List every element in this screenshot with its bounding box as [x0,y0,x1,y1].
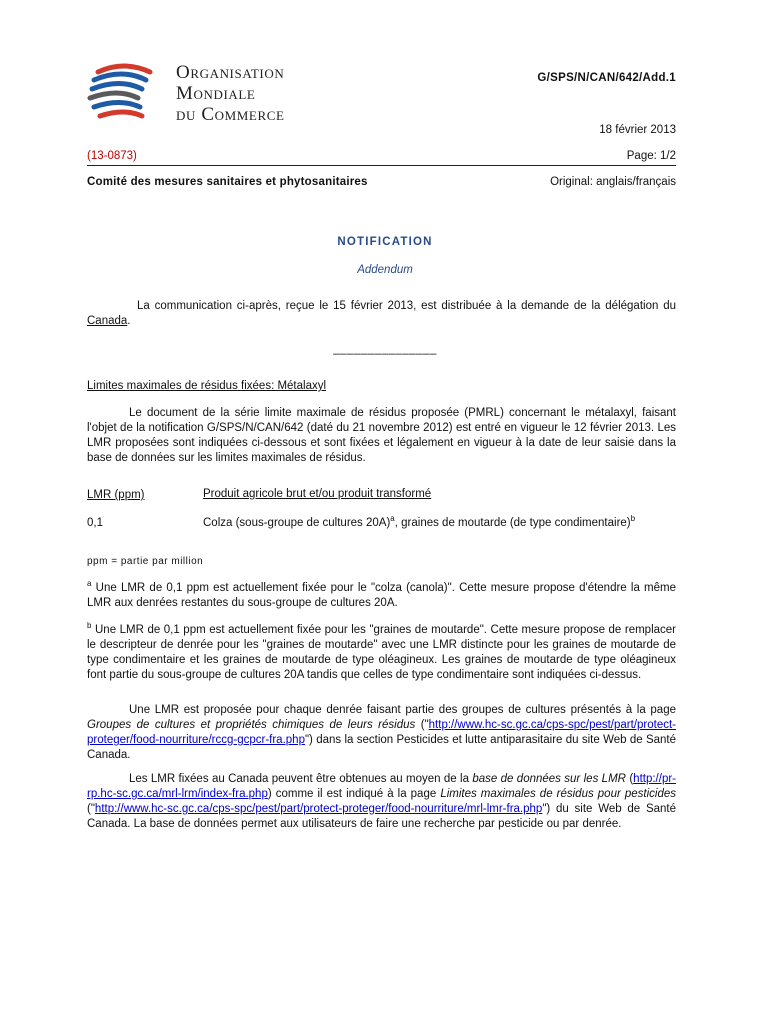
mrl-pesticides-link[interactable]: http://www.hc-sc.gc.ca/cps-spc/pest/part/protect-proteger/food-nourriture/mrl-lmr-fra.php [94,803,543,815]
intro-paragraph [87,299,676,329]
org-line-2: Mondiale [176,83,256,104]
intro-country: Canada [87,315,128,327]
mrl-database-link[interactable]: http://pr-rp.hc-sc.gc.ca/mrl-lrm/index-fra.php [87,773,676,800]
organisation-name [176,62,285,125]
p2-text-2: (" [415,719,429,731]
committee-name: Comité des mesures sanitaires et phytosanitaires [87,176,368,188]
footnote-a-marker: a [87,579,92,589]
footnote-a [87,581,676,611]
footnote-b-text: Une LMR de 0,1 ppm est actuellement fixée pour les "graines de moutarde". Cette mesure propose de remplacer le descripteur de denrée pour les "graines de moutarde" avec une LMR distincte pour les graines de moutarde de type condimentaire et les graines de moutarde de type oléagineux. Les graines de moutarde de type oléagineux font partie du sous-groupe de cultures 20A tandis que celles de type condimentaire sont indiquées ci-dessus. [87,624,676,681]
wto-logo-icon [84,58,164,128]
p3-text-2: ( [625,773,634,785]
table-cell-lmr: 0,1 [87,517,103,529]
org-line-3: du Commerce [176,104,285,125]
separator-line: _______________ [333,343,437,355]
p2-text-1: Une LMR est proposée pour chaque denrée faisant partie des groupes de cultures présentés à la page [129,704,676,716]
intro-end: . [127,315,131,327]
addendum-title: Addendum [357,264,413,276]
p3-italic-1: base de données sur les LMR [472,773,626,785]
header-rule [87,165,676,166]
document-symbol: G/SPS/N/CAN/642/Add.1 [537,72,676,84]
p3-text-3: ) comme il est indiqué à la page [267,788,441,800]
p3-text-4: (" [87,803,95,815]
footnote-ref-b: b [630,514,636,524]
p3-italic-2: Limites maximales de résidus pour pesticides [440,788,676,800]
paragraph-2 [87,703,676,763]
document-reference: (13-0873) [87,150,137,162]
ppm-note: ppm = partie par million [87,556,204,567]
subject-heading: Limites maximales de résidus fixées: Métalaxyl [87,380,327,392]
crop-groups-link[interactable]: http://www.hc-sc.gc.ca/cps-spc/pest/part/protect-proteger/food-nourriture/rccg-gcpcr-fra.php [87,719,676,746]
paragraph-3 [87,772,676,832]
table-cell-product [203,516,676,531]
notification-title: NOTIFICATION [337,236,433,248]
org-line-1: Organisation [176,62,285,83]
intro-text: La communication ci-après, reçue le 15 février 2013, est distribuée à la demande de la délégation du [137,300,676,312]
table-header-product: Produit agricole brut et/ou produit transformé [203,488,432,500]
p3-text-1: Les LMR fixées au Canada peuvent être obtenues au moyen de la [129,773,473,785]
product-part-a: Colza (sous-groupe de cultures 20A) [203,517,391,529]
footnote-b-marker: b [87,621,92,631]
page-number: Page: 1/2 [626,150,676,162]
p2-text-3: ") dans la section Pesticides et lutte antiparasitaire du site Web de Santé Canada. [87,734,676,761]
footnote-ref-a: a [390,514,395,524]
paragraph-1: Le document de la série limite maximale de résidus proposée (PMRL) concernant le métalaxyl, faisant l'objet de la notification G/SPS/N/CAN/642 (daté du 21 novembre 2012) est entré en vigueur le 12 février 2013. Les LMR proposées sont indiquées ci-dessous et sont fixées et légalement en vigueur à la date de leur saisie dans la base de données sur les limites maximales de résidus. [87,407,676,464]
footnote-a-text: Une LMR de 0,1 ppm est actuellement fixée pour le "colza (canola)". Cette mesure propose d'étendre la même LMR aux denrées restantes du sous-groupe de cultures 20A. [87,582,676,609]
product-part-b: , graines de moutarde (de type condimentaire) [394,517,631,529]
p2-italic-1: Groupes de cultures et propriétés chimiques de leurs résidus [87,719,416,731]
original-language: Original: anglais/français [550,176,676,188]
table-header-lmr: LMR (ppm) [87,489,145,501]
footnote-b [87,623,676,683]
p3-text-5: ") du site Web de Santé Canada. La base de données permet aux utilisateurs de faire une recherche par pesticide ou par denrée. [87,803,676,830]
document-date: 18 février 2013 [599,124,676,136]
